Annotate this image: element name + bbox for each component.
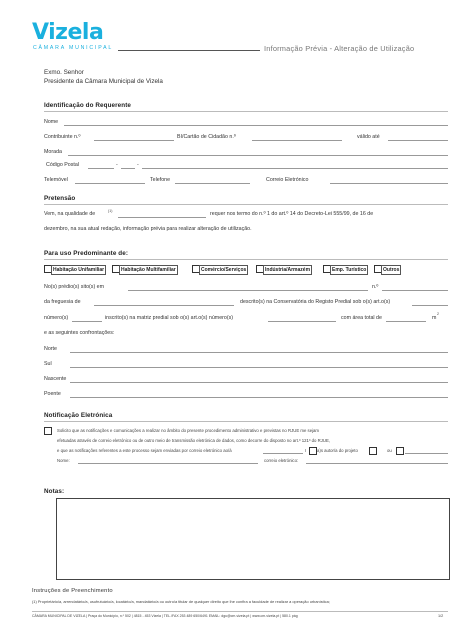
section-rule	[44, 111, 448, 112]
pretensao-text-a: Vem, na qualidade de	[44, 211, 96, 217]
label-codigo-postal: Código Postal	[46, 162, 79, 168]
label-predios: No(s) prédio(s) sito(s) em	[44, 284, 105, 290]
field-inscrito[interactable]	[268, 321, 336, 322]
field-numeros[interactable]	[72, 321, 102, 322]
pretensao-text-b: requer nos termo do n.º 1 do art.º 14 do Decreto-Lei 555/99, de 16 de	[210, 211, 374, 217]
field-notif-nome[interactable]	[78, 463, 258, 464]
field-ou[interactable]	[405, 453, 448, 454]
label-telemovel: Telemóvel	[44, 177, 68, 183]
field-norte[interactable]	[70, 352, 448, 353]
notificacao-line3-d: ou	[387, 448, 392, 453]
field-localidade[interactable]	[142, 168, 448, 169]
section-rule	[44, 204, 448, 205]
option-emp-turistico: Emp. Turístico	[332, 267, 367, 273]
checkbox-notificacao[interactable]	[44, 427, 52, 435]
notificacao-line3-c: a)s autor/a do projeto	[317, 448, 358, 453]
logo-subtitle: CÂMARA MUNICIPAL	[33, 45, 114, 51]
checkbox-outro[interactable]	[369, 447, 377, 455]
pretensao-text-line2: dezembro, na sua atual redação, informação prévia para realizar alteração de utilização.	[44, 226, 252, 232]
notas-label: Notas:	[44, 488, 65, 495]
section-rule	[44, 259, 448, 260]
option-industria-armazem: Indústria/Armazém	[265, 267, 311, 273]
label-sul: Sul	[44, 361, 52, 367]
label-descrito: descrito(s) na Conservatória do Registo Predial sob o(s) art.o(s)	[240, 299, 391, 305]
checkbox-ou[interactable]	[396, 447, 404, 455]
addressee-line2: Presidente da Câmara Municipal de Vizela	[44, 78, 163, 85]
field-notif-correio[interactable]	[306, 463, 448, 464]
footer-address: CÂMARA MUNICIPAL DE VIZELA | Praça do Município, n.º 502 | 4815 - 453 Vizela | TEL./FAX 253 489 650/6491 EMAIL: dgu@cm-vizela.pt | www.cm-vizela.pt | 580.1 pág	[32, 614, 298, 618]
label-valido: válido até	[357, 134, 380, 140]
label-confrontacoes: e as seguintes confrontações:	[44, 330, 115, 336]
field-poente[interactable]	[70, 397, 448, 398]
label-nome: Nome	[44, 119, 59, 125]
label-freguesia: da freguesia de	[44, 299, 81, 305]
option-habitacao-multifamiliar: Habitação Multifamiliar	[121, 267, 176, 273]
notificacao-line2: efetuadas através de correio eletrónico ou de outro meio de transmissão eletrónica de dados, como decorre do disposto no art.º 121º do RJUE,	[57, 438, 331, 443]
label-notif-nome: Nome:	[57, 458, 70, 463]
field-telefone[interactable]	[175, 183, 250, 184]
label-correio: Correio Eletrónico	[266, 177, 309, 183]
field-sul[interactable]	[70, 367, 448, 368]
page-number: 1/2	[438, 614, 444, 618]
notas-textarea[interactable]	[56, 498, 450, 580]
field-cp-part1[interactable]	[88, 168, 114, 169]
field-notificacao-destinatario[interactable]	[263, 453, 303, 454]
field-sito[interactable]	[128, 290, 368, 291]
section-heading-pretensao: Pretensão	[44, 195, 76, 202]
label-poente: Poente	[44, 391, 61, 397]
option-comercio-servicos: Comércio/Serviços	[201, 267, 247, 273]
notificacao-line1: Solicito que as notificações e comunicações a realizar no âmbito do presente procedimento administrativo e previstas no RJUE me sejam	[57, 428, 320, 433]
field-cp-part2[interactable]	[121, 168, 135, 169]
section-heading-requerente: Identificação do Requerente	[44, 102, 132, 109]
addressee-line1: Exmo. Senhor	[44, 69, 84, 76]
label-notif-correio: correio eletrónico:	[264, 458, 299, 463]
label-area: com área total de	[341, 315, 382, 321]
notificacao-line3-a: e que as notificações referentes a este processo sejam enviadas por correio eletrónico ao/à	[57, 448, 232, 453]
pretensao-sup: (1)	[108, 209, 113, 213]
field-telemovel[interactable]	[75, 183, 145, 184]
instrucoes-note: (1) Proprietário/a, arrendatário/a, usufrutuário/a, locatário/a, mandatário/a ou outro/a titular de qualquer direito que lhe confira a faculdade de realizar a operação urbanística;	[32, 599, 330, 604]
label-norte: Norte	[44, 346, 57, 352]
field-morada[interactable]	[68, 155, 448, 156]
field-freguesia[interactable]	[94, 305, 234, 306]
footer-rule	[32, 611, 448, 612]
label-inscrito: inscrito(s) na matriz predial sob o(s) art.o(s) número(s)	[105, 315, 234, 321]
field-qualidade[interactable]	[118, 217, 206, 218]
header-rule	[118, 50, 260, 51]
label-morada: Morada	[44, 149, 62, 155]
label-telefone: Telefone	[150, 177, 171, 183]
form-title: Informação Prévia - Alteração de Utilização	[264, 44, 415, 53]
field-correio[interactable]	[330, 183, 448, 184]
field-nascente[interactable]	[70, 382, 448, 383]
section-rule	[44, 421, 448, 422]
label-nascente: Nascente	[44, 376, 67, 382]
section-heading-uso: Para uso Predominante de:	[44, 250, 129, 257]
label-n: n.º	[372, 284, 379, 290]
field-descrito[interactable]	[412, 305, 448, 306]
field-valido[interactable]	[388, 140, 448, 141]
label-m2: m	[432, 315, 437, 321]
label-contribuinte: Contribuinte n.º	[44, 134, 81, 140]
checkbox-autor-projeto[interactable]	[309, 447, 317, 455]
label-numeros: número(s)	[44, 315, 69, 321]
field-area[interactable]	[386, 321, 426, 322]
option-outros: Outros	[383, 267, 400, 273]
field-numero[interactable]	[382, 290, 448, 291]
notificacao-line3-b: I	[305, 448, 307, 453]
label-m2-sup: 2	[437, 312, 439, 316]
section-heading-notificacao: Notificação Eletrónica	[44, 412, 113, 419]
field-bi[interactable]	[252, 140, 342, 141]
field-contribuinte[interactable]	[94, 140, 174, 141]
logo-title: Vizela	[32, 20, 104, 45]
cp-dash: -	[116, 162, 118, 168]
field-nome[interactable]	[64, 125, 448, 126]
label-bi: BI/Cartão de Cidadão n.º	[177, 134, 236, 140]
option-habitacao-unifamiliar: Habitação Unifamiliar	[53, 267, 105, 273]
cp-dash-2: -	[137, 162, 139, 168]
instrucoes-heading: Instruções de Preenchimento	[32, 588, 113, 594]
